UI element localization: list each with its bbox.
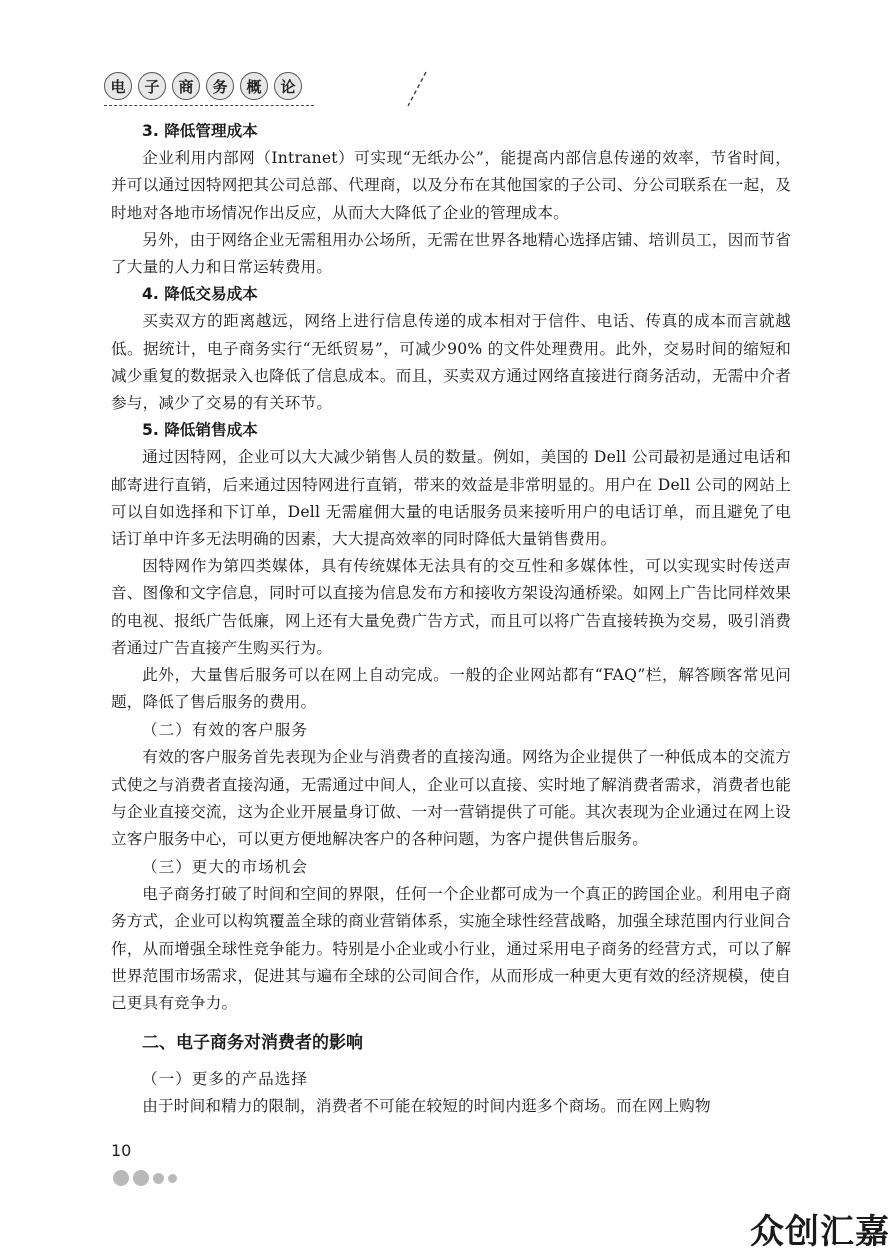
watermark: 众创汇嘉 [750, 1212, 890, 1252]
dot-decoration [113, 1170, 129, 1186]
page-number: 10 [111, 1141, 132, 1160]
dot-decoration [153, 1173, 164, 1184]
paragraph: 因特网作为第四类媒体，具有传统媒体无法具有的交互性和多媒体性，可以实现实时传送声音、图像和文字信息，同时可以直接为信息发布方和接收方架设沟通桥梁。如网上广告比同样效果的电视、报纸广告低廉，网上还有大量免费广告方式，而且可以将广告直接转换为交易，吸引消费者通过广告直接产生购买行为。 [111, 557, 791, 657]
header-slash-decoration [402, 70, 432, 108]
chapter-section-heading: 二、电子商务对消费者的影响 [142, 1033, 363, 1054]
paragraph: 买卖双方的距离越远，网络上进行信息传递的成本相对于信件、电话、传真的成本而言就越低。据统计，电子商务实行“无纸贸易”，可减少90% 的文件处理费用。此外，交易时间的缩短和减少重复的数据录入也降低了信息成本。而且，买卖双方通过网络直接进行商务活动，无需中介者参与，减少了交易的有关环节。 [111, 312, 791, 413]
subsection-heading: （二）有效的客户服务 [142, 721, 308, 740]
subsection-heading: （三）更大的市场机会 [142, 858, 308, 877]
header-char: 电 [104, 72, 132, 100]
paragraph: 此外，大量售后服务可以在网上自动完成。一般的企业网站都有“FAQ”栏，解答顾客常见问题，降低了售后服务的费用。 [111, 666, 791, 712]
dot-decoration [133, 1170, 149, 1186]
header-title [104, 72, 302, 100]
section-heading: 5. 降低销售成本 [142, 421, 258, 440]
header-dashed-line [104, 105, 314, 106]
header-char: 务 [206, 72, 234, 100]
page-body [111, 118, 791, 1121]
paragraph: 由于时间和精力的限制，消费者不可能在较短的时间内逛多个商场。而在网上购物 [142, 1097, 711, 1116]
paragraph: 通过因特网，企业可以大大减少销售人员的数量。例如，美国的 Dell 公司最初是通过电话和邮寄进行直销，后来通过因特网进行直销，带来的效益是非常明显的。用户在 Dell 公司的网站上可以自如选择和下订单，Dell 无需雇佣大量的电话服务员来接听用户的电话订单，而且避免了电话订单中许多无法明确的因素，大大提高效率的同时降低大量销售费用。 [111, 448, 791, 549]
section-heading: 4. 降低交易成本 [142, 285, 258, 304]
dot-decoration [168, 1174, 177, 1183]
running-header [104, 72, 302, 108]
paragraph: 电子商务打破了时间和空间的界限，任何一个企业都可成为一个真正的跨国企业。利用电子商务方式，企业可以构筑覆盖全球的商业营销体系，实施全球性经营战略，加强全球范围内行业间合作，从而增强全球性竞争能力。特别是小企业或小行业，通过采用电子商务的经营方式，可以了解世界范围市场需求，促进其与遍布全球的公司间合作，从而形成一种更大更有效的经济规模，使自己更具有竞争力。 [111, 885, 791, 1013]
section-heading: 3. 降低管理成本 [142, 122, 258, 140]
paragraph: 有效的客户服务首先表现为企业与消费者的直接沟通。网络为企业提供了一种低成本的交流方式使之与消费者直接沟通，无需通过中间人，企业可以直接、实时地了解消费者需求，消费者也能与企业直接交流，这为企业开展量身订做、一对一营销提供了可能。其次表现为企业通过在网上设立客户服务中心，可以更方便地解决客户的各种问题，为客户提供售后服务。 [111, 748, 791, 849]
subsection-heading: （一）更多的产品选择 [142, 1070, 308, 1089]
paragraph: 企业利用内部网（Intranet）可实现“无纸办公”，能提高内部信息传递的效率，节省时间，并可以通过因特网把其公司总部、代理商，以及分布在其他国家的子公司、分公司联系在一起，及时地对各地市场情况作出反应，从而大大降低了企业的管理成本。 [111, 149, 791, 222]
header-char: 概 [240, 72, 268, 100]
header-char: 商 [172, 72, 200, 100]
footer-dots-decoration [113, 1170, 177, 1186]
header-char: 论 [274, 72, 302, 100]
header-char: 子 [138, 72, 166, 100]
paragraph: 另外，由于网络企业无需租用办公场所，无需在世界各地精心选择店铺、培训员工，因而节省了大量的人力和日常运转费用。 [111, 230, 791, 277]
